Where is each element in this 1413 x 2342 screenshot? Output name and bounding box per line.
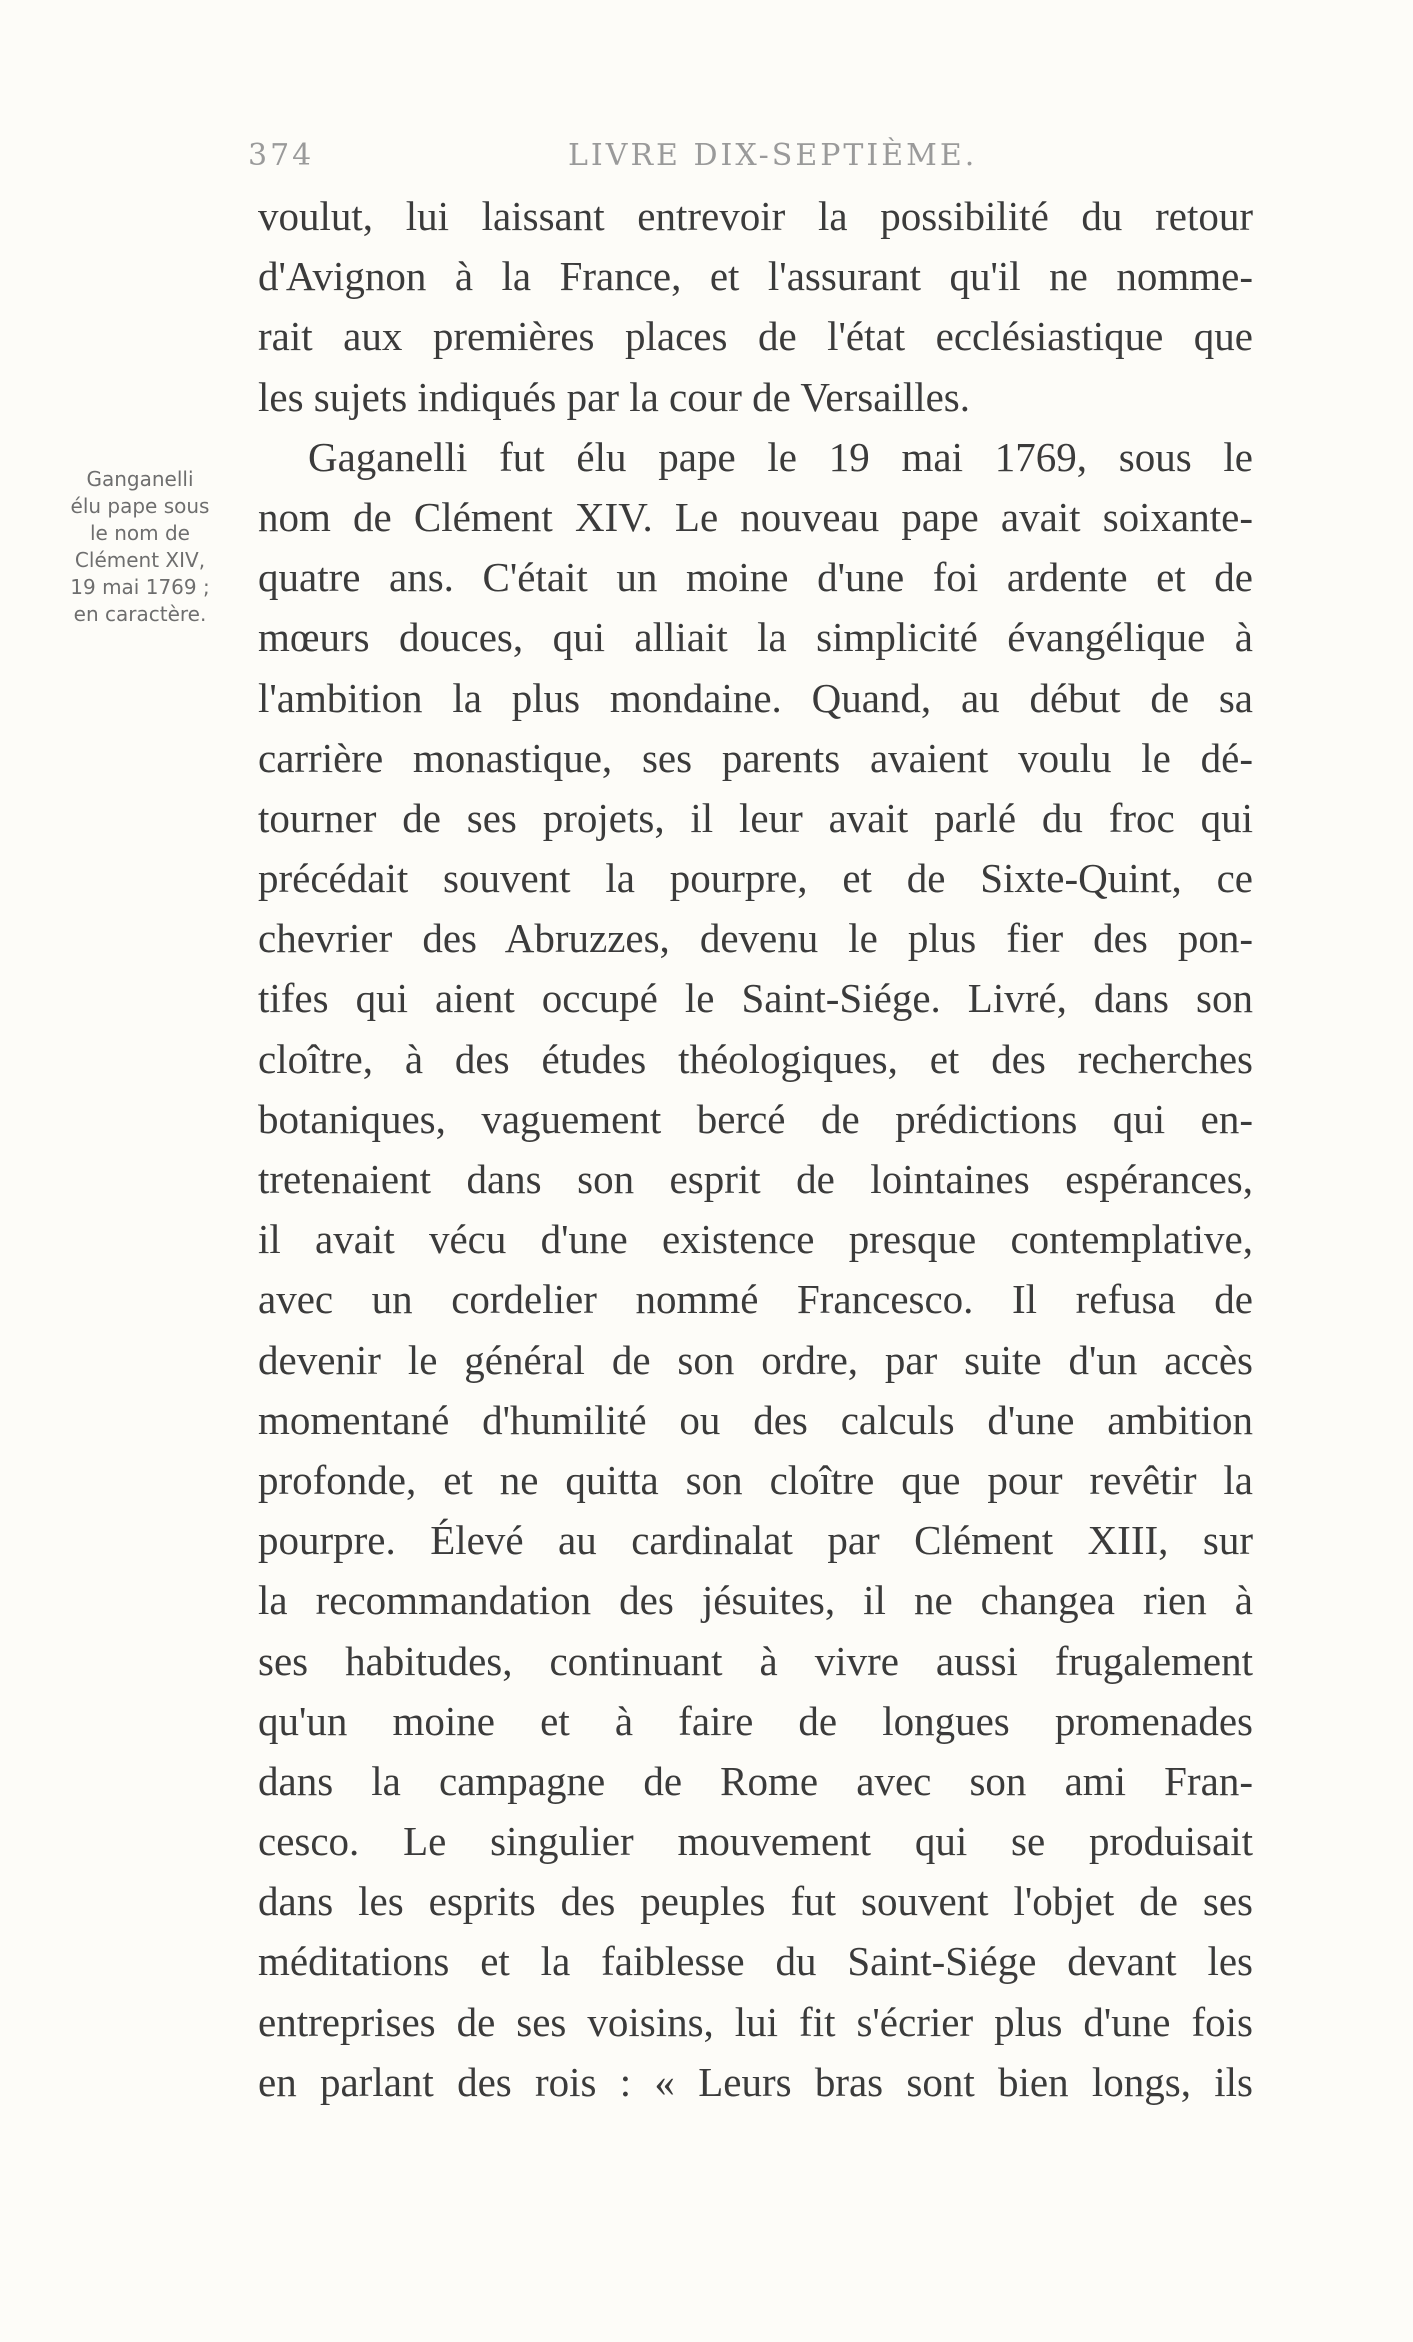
body-text bbox=[258, 186, 1253, 2112]
text-line: la recommandation des jésuites, il ne changea rien à bbox=[258, 1577, 1253, 1624]
text-line: dans la campagne de Rome avec son ami Fran- bbox=[258, 1757, 1253, 1804]
text-line: en parlant des rois : « Leurs bras sont bien longs, ils bbox=[258, 2058, 1253, 2105]
margin-note-line: le nom de bbox=[90, 521, 190, 545]
text-line: profonde, et ne quitta son cloître que pour revêtir la bbox=[258, 1456, 1253, 1503]
text-line: cloître, à des études théologiques, et des recherches bbox=[258, 1035, 1253, 1082]
text-line: rait aux premières places de l'état ecclésiastique que bbox=[258, 313, 1253, 360]
text-line: l'ambition la plus mondaine. Quand, au début de sa bbox=[258, 674, 1253, 721]
margin-note-line: élu pape sous bbox=[70, 494, 210, 518]
text-line: voulut, lui laissant entrevoir la possibilité du retour bbox=[258, 193, 1253, 239]
text-line: ses habitudes, continuant à vivre aussi frugalement bbox=[258, 1637, 1253, 1684]
text-line: nom de Clément XIV. Le nouveau pape avait soixante- bbox=[258, 493, 1253, 540]
margin-note-line: Ganganelli bbox=[86, 467, 194, 491]
text-line: tifes qui aient occupé le Saint-Siége. Livré, dans son bbox=[258, 975, 1253, 1022]
text-line: chevrier des Abruzzes, devenu le plus fier des pon- bbox=[258, 915, 1253, 962]
text-line: tretenaient dans son esprit de lointaines espérances, bbox=[258, 1156, 1253, 1202]
text-line: méditations et la faiblesse du Saint-Siége devant les bbox=[258, 1938, 1253, 1985]
text-line: entreprises de ses voisins, lui fit s'écrier plus d'une fois bbox=[258, 1998, 1253, 2045]
text-line: dans les esprits des peuples fut souvent l'objet de ses bbox=[258, 1878, 1253, 1925]
text-line: il avait vécu d'une existence presque contemplative, bbox=[258, 1216, 1253, 1263]
text-line: qu'un moine et à faire de longues promenades bbox=[258, 1697, 1253, 1744]
text-line: carrière monastique, ses parents avaient voulu le dé- bbox=[258, 734, 1253, 781]
text-line: précédait souvent la pourpre, et de Sixte-Quint, ce bbox=[258, 855, 1253, 902]
text-line: botaniques, vaguement bercé de prédictions qui en- bbox=[258, 1095, 1253, 1142]
text-line: Gaganelli fut élu pape le 19 mai 1769, sous le bbox=[308, 433, 1253, 480]
text-line: avec un cordelier nommé Francesco. Il refusa de bbox=[258, 1276, 1253, 1323]
margin-note-line: 19 mai 1769 ; bbox=[70, 575, 210, 599]
text-line: tourner de ses projets, il leur avait parlé du froc qui bbox=[258, 794, 1253, 841]
text-line: momentané d'humilité ou des calculs d'une ambition bbox=[258, 1396, 1253, 1443]
margin-note bbox=[50, 466, 230, 628]
text-line: quatre ans. C'était un moine d'une foi ardente et de bbox=[258, 554, 1253, 601]
text-line: pourpre. Élevé au cardinalat par Clément XIII, sur bbox=[258, 1517, 1253, 1564]
text-line: devenir le général de son ordre, par suite d'un accès bbox=[258, 1336, 1253, 1383]
chapter-title: LIVRE DIX-SEPTIÈME. bbox=[568, 138, 978, 173]
text-line: cesco. Le singulier mouvement qui se produisait bbox=[258, 1818, 1253, 1865]
margin-note-line: en caractère. bbox=[73, 602, 207, 626]
page-number: 374 bbox=[248, 138, 315, 173]
text-line: mœurs douces, qui alliait la simplicité évangélique à bbox=[258, 614, 1253, 661]
text-line: d'Avignon à la France, et l'assurant qu'il ne nomme- bbox=[258, 253, 1253, 300]
text-line: les sujets indiqués par la cour de Versailles. bbox=[258, 373, 971, 420]
margin-note-line: Clément XIV, bbox=[74, 548, 206, 572]
running-head bbox=[248, 138, 1253, 188]
